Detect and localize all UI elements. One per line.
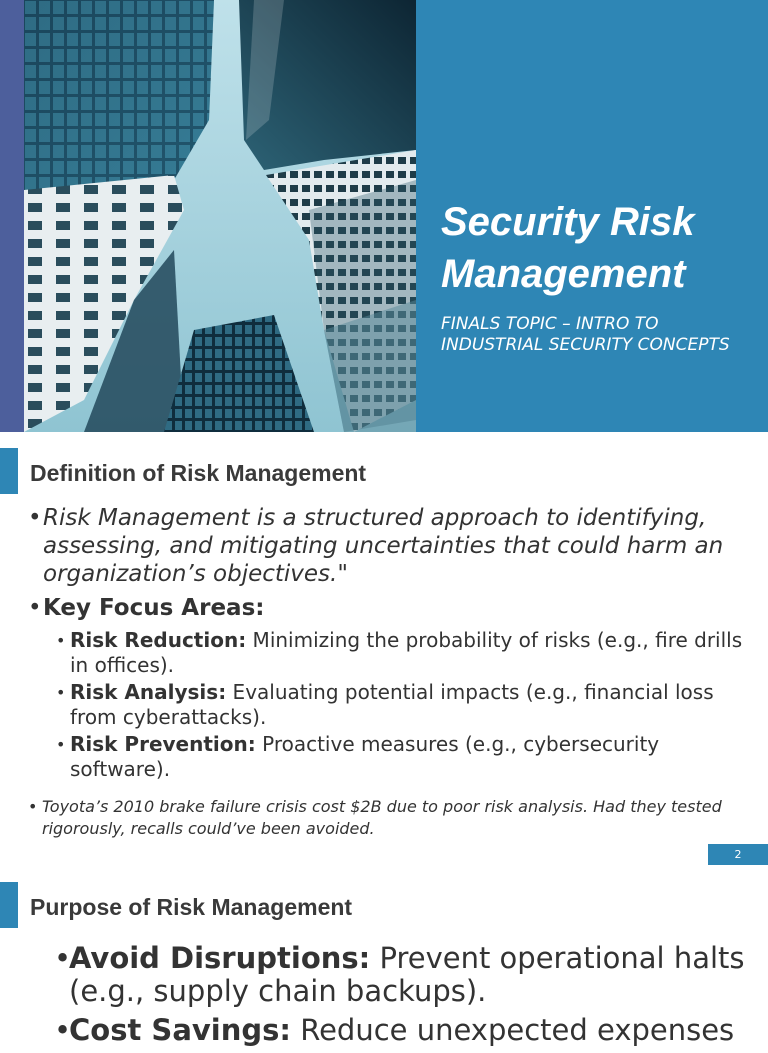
definition-slide	[0, 432, 768, 866]
focus-areas-heading: Key Focus Areas:	[43, 595, 265, 621]
purpose-item-label: Cost Savings:	[69, 1013, 291, 1047]
presentation-subtitle: FINALS TOPIC – INTRO TO INDUSTRIAL SECURITY CONCEPTS	[441, 314, 730, 355]
bullet-dot: •	[56, 631, 66, 650]
example-text: Toyota’s 2010 brake failure crisis cost $2B due to poor risk analysis. Had they tested rigorously, recalls could’ve been avoided.	[42, 797, 722, 838]
bullet-dot: •	[56, 683, 66, 702]
slide-heading: Definition of Risk Management	[30, 460, 367, 486]
bullet-dot: •	[28, 505, 42, 531]
example-note	[28, 796, 758, 840]
focus-areas-bullet	[28, 594, 758, 622]
focus-item-label: Risk Analysis:	[70, 680, 227, 704]
focus-item-label: Risk Prevention:	[70, 732, 256, 756]
purpose-item-text: Reduce unexpected expenses	[291, 1013, 735, 1047]
focus-item-text: Proactive measures (e.g., cybersecurity software).	[70, 732, 660, 781]
focus-item-label: Risk Reduction:	[70, 628, 247, 652]
purpose-item-text: Prevent operational halts (e.g., supply chain backups).	[69, 941, 745, 1008]
list-item	[54, 1014, 754, 1047]
title-slide	[0, 0, 768, 432]
bullet-dot: •	[28, 595, 42, 621]
bullet-list	[28, 504, 758, 840]
bullet-dot: •	[28, 797, 38, 816]
heading-accent-bar	[0, 882, 18, 928]
bullet-dot: •	[54, 941, 72, 975]
list-item	[56, 680, 758, 730]
purpose-item-label: Avoid Disruptions:	[69, 941, 371, 975]
list-item	[56, 628, 758, 678]
side-strip	[0, 0, 24, 432]
definition-bullet	[28, 504, 758, 588]
heading-accent-bar	[0, 448, 18, 494]
focus-item-text: Minimizing the probability of risks (e.g., fire drills in offices).	[70, 628, 743, 677]
bullet-dot: •	[54, 1013, 72, 1047]
list-item	[54, 942, 754, 1008]
page-number: 2	[708, 844, 768, 865]
purpose-slide	[0, 866, 768, 1047]
definition-quote-mark: "	[337, 561, 348, 587]
bullet-list	[54, 942, 754, 1053]
definition-text: Risk Management is a structured approach to identifying, assessing, and mitigating uncertainties that could harm an organization’s objectives.	[43, 505, 724, 587]
focus-item-text: Evaluating potential impacts (e.g., financial loss from cyberattacks).	[70, 680, 714, 729]
presentation-title: Security Risk Management	[441, 200, 695, 296]
list-item	[56, 732, 758, 782]
slide-heading: Purpose of Risk Management	[30, 894, 353, 920]
bullet-dot: •	[56, 735, 66, 754]
skyscrapers-photo	[24, 0, 416, 432]
